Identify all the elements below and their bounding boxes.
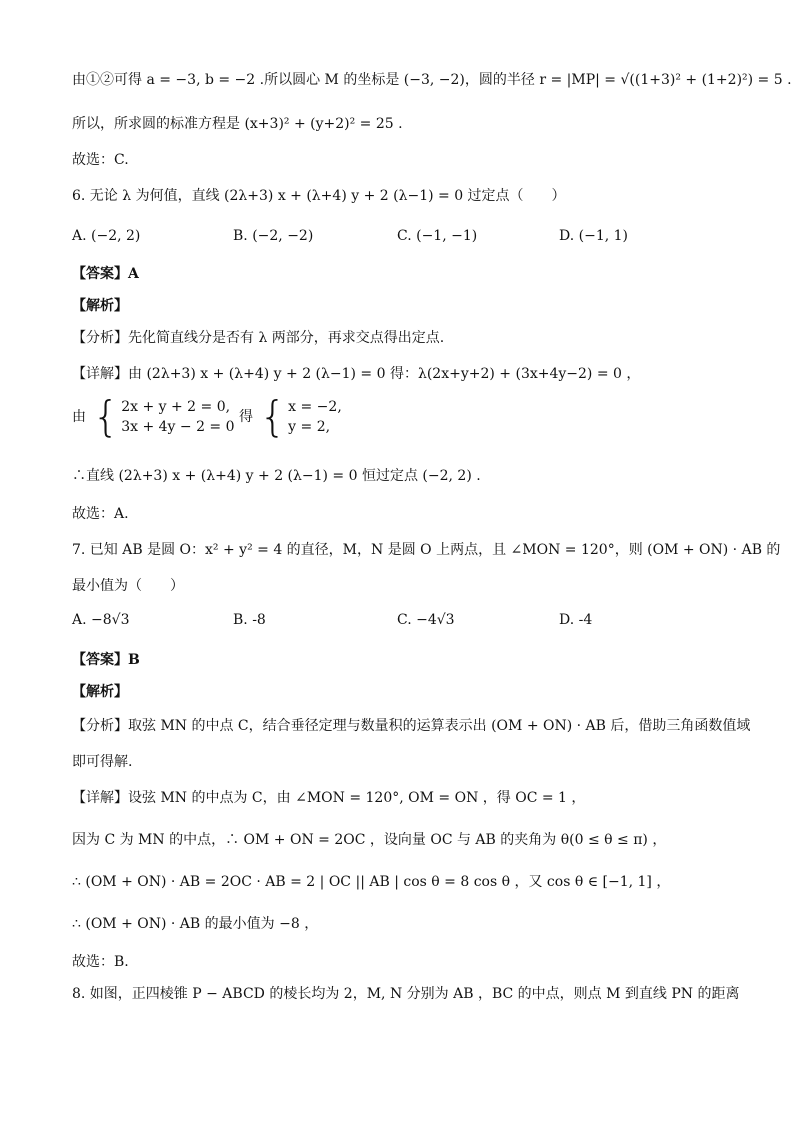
question-7-options (72, 612, 722, 634)
question-6-options (72, 228, 722, 250)
answer-choice-line: 故选：C. (72, 152, 129, 168)
analysis-text: 【分析】先化简直线分是否有 λ 两部分，再求交点得出定点. (72, 330, 445, 346)
system-prefix: 由 (72, 409, 86, 425)
question-7-stem-cont: 最小值为（ ） (72, 578, 184, 594)
system-left (90, 392, 235, 441)
question-8-stem: 8. 如图，正四棱锥 P − ABCD 的棱长均为 2，M, N 分别为 AB ，BC 的中点，则点 M 到直线 PN 的距离 (72, 986, 740, 1002)
detail-text: 因为 C 为 MN 的中点，∴ OM + ON = 2OC ，设向量 OC 与 AB 的夹角为 θ(0 ≤ θ ≤ π) ， (72, 832, 667, 848)
option-c: C. (−1, −1) (397, 228, 478, 244)
left-brace-icon: { (259, 392, 287, 441)
detail-text: ∴ (OM + ON) · AB = 2OC · AB = 2 | OC || AB | cos θ = 8 cos θ ，又 cos θ ∈ [−1, 1] ， (72, 874, 671, 890)
answer-choice-line: 故选：B. (72, 954, 129, 970)
analysis-label: 【解析】 (72, 684, 128, 700)
solution-line-equation: 所以，所求圆的标准方程是 (x+3)² + (y+2)² = 25 . (72, 116, 403, 132)
detail-text: 【详解】设弦 MN 的中点为 C，由 ∠MON = 120°, OM = ON ，得 OC = 1 ， (72, 790, 586, 806)
system-row: 3x + 4y − 2 = 0 (121, 419, 235, 435)
question-6-stem: 6. 无论 λ 为何值，直线 (2λ+3) x + (λ+4) y + 2 (λ−1) = 0 过定点（ ） (72, 188, 566, 204)
detail-text: 【详解】由 (2λ+3) x + (λ+4) y + 2 (λ−1) = 0 得：λ(2x+y+2) + (3x+4y−2) = 0 ， (72, 366, 641, 382)
option-c: C. −4√3 (397, 612, 455, 628)
system-row: 2x + y + 2 = 0, (121, 399, 231, 415)
answer-choice-line: 故选：A. (72, 506, 129, 522)
system-right (257, 392, 342, 441)
analysis-label: 【解析】 (72, 298, 128, 314)
option-b: B. -8 (233, 612, 266, 628)
system-row: x = −2, (288, 399, 342, 415)
option-b: B. (−2, −2) (233, 228, 314, 244)
option-d: D. (−1, 1) (559, 228, 628, 244)
question-7-stem: 7. 已知 AB 是圆 O：x² + y² = 4 的直径，M，N 是圆 O 上两点，且 ∠MON = 120°，则 (OM + ON) · AB 的 (72, 542, 781, 558)
analysis-text: 【分析】取弦 MN 的中点 C，结合垂径定理与数量积的运算表示出 (OM + ON) · AB 后，借助三角函数值域 (72, 718, 751, 734)
system-row: y = 2, (288, 419, 331, 435)
detail-text: ∴ (OM + ON) · AB 的最小值为 −8 ， (72, 916, 319, 932)
system-mid: 得 (238, 409, 253, 425)
option-a: A. (−2, 2) (72, 228, 141, 244)
option-a: A. −8√3 (72, 612, 130, 628)
answer-label: 【答案】B (72, 652, 140, 668)
conclusion-line: ∴直线 (2λ+3) x + (λ+4) y + 2 (λ−1) = 0 恒过定点 (−2, 2) . (72, 468, 481, 484)
answer-label: 【答案】A (72, 266, 139, 282)
analysis-text-cont: 即可得解. (72, 754, 133, 770)
solution-line-radius: 由①②可得 a = −3, b = −2 .所以圆心 M 的坐标是 (−3, −2)，圆的半径 r = |MP| = √((1+3)² + (1+2)²) = 5 . (72, 72, 792, 88)
equation-system (72, 392, 342, 441)
left-brace-icon: { (92, 392, 120, 441)
option-d: D. -4 (559, 612, 593, 628)
